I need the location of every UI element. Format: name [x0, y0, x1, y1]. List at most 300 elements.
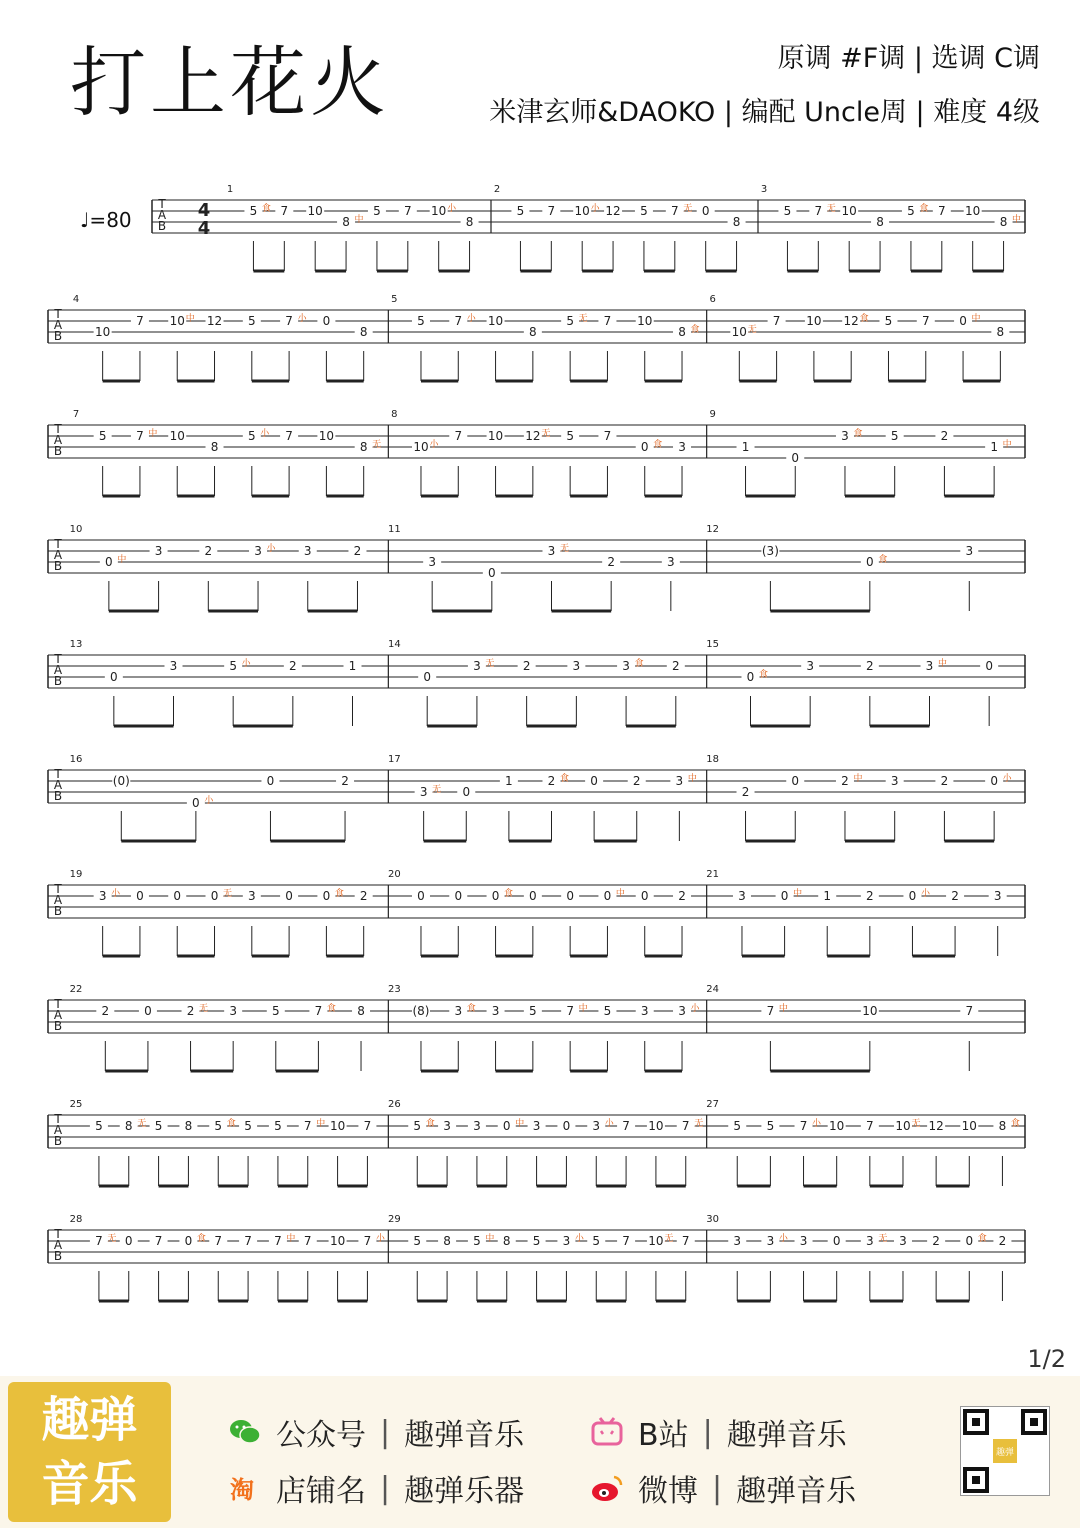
tab-note: 7	[681, 1119, 690, 1133]
finger-mark: 食	[758, 670, 769, 680]
tab-note: 7	[866, 1119, 874, 1133]
finger-mark: 无	[372, 440, 382, 450]
tab-note: 10	[895, 1119, 911, 1133]
tab-note: (8)	[412, 1004, 430, 1018]
tab-note: 10	[648, 1234, 664, 1248]
measure-number: 15	[706, 639, 720, 650]
page-number: 1/2	[1027, 1345, 1066, 1373]
tab-note: 5	[566, 429, 574, 443]
tab-note: 7	[799, 1119, 808, 1133]
tab-note: 3	[532, 1119, 541, 1133]
tab-note: 0	[746, 670, 755, 684]
tab-note: 3	[229, 1004, 237, 1018]
tab-clef-letter: T	[54, 1227, 62, 1241]
tab-note: 0	[173, 889, 182, 903]
tab-note: 10	[169, 314, 185, 328]
tab-note: 0	[832, 1234, 841, 1248]
tab-clef-letter: B	[53, 1249, 63, 1263]
tab-note: 7	[681, 1234, 690, 1248]
tab-note: 5	[603, 1004, 612, 1018]
tab-note: 3	[799, 1234, 808, 1248]
finger-mark: 中	[148, 429, 158, 439]
measure-number: 12	[706, 524, 720, 535]
tab-clef-letter: B	[53, 674, 63, 688]
tab-note: 5	[247, 429, 256, 443]
tab-clef-letter: T	[54, 767, 62, 781]
tab-clef-letter: B	[53, 444, 63, 458]
tab-note: 8	[359, 325, 368, 339]
tab-note: 3	[454, 1004, 463, 1018]
tab-note: 3	[572, 659, 581, 673]
tab-note: 12	[843, 314, 859, 328]
tab-note: 3	[806, 659, 814, 673]
tab-note: 7	[965, 1004, 974, 1018]
measure-number: 28	[69, 1214, 83, 1225]
tab-note: 5	[529, 1004, 537, 1018]
finger-mark: 无	[107, 1234, 117, 1244]
measure-number: 16	[69, 754, 83, 765]
qr-code[interactable]	[960, 1406, 1050, 1496]
tab-note: 0	[959, 314, 967, 328]
measure-number: 24	[706, 984, 720, 995]
tab-clef-letter: T	[54, 652, 62, 666]
finger-mark: 食	[1010, 1119, 1020, 1129]
tab-note: 7	[95, 1234, 103, 1248]
tab-note: 5	[244, 1119, 252, 1133]
tab-note: 5	[214, 1119, 223, 1133]
finger-mark: 无	[878, 1234, 888, 1244]
measure-number: 9	[709, 409, 716, 420]
tab-note: 5	[640, 204, 648, 218]
tab-note: 5	[154, 1119, 163, 1133]
tab-note: 0	[791, 774, 800, 788]
tab-clef-letter: A	[53, 1123, 63, 1137]
finger-mark: 小	[429, 440, 439, 450]
tab-note: 0	[285, 889, 293, 903]
tab-note: 10	[95, 325, 111, 339]
tab-note: 2	[101, 1004, 110, 1018]
finger-mark: 食	[977, 1234, 987, 1244]
tab-note: 2	[998, 1234, 1007, 1248]
brand-logo: 趣弹 音乐	[8, 1382, 171, 1522]
tab-note: 10	[841, 204, 857, 218]
tab-note: 2	[186, 1004, 195, 1018]
tab-note: 0	[110, 670, 118, 684]
tab-note: 7	[566, 1004, 574, 1018]
finger-mark: 无	[664, 1234, 674, 1244]
finger-mark: 小	[920, 889, 930, 899]
finger-mark: 中	[286, 1234, 296, 1244]
tab-note: 1	[823, 889, 832, 903]
tab-note: 7	[766, 1004, 775, 1018]
tab-note: 2	[632, 774, 641, 788]
tab-note: 2	[940, 774, 949, 788]
finger-mark: 小	[111, 889, 121, 899]
tab-note: 8	[678, 325, 686, 339]
finger-mark: 无	[137, 1119, 147, 1129]
tab-note: 0	[124, 1234, 133, 1248]
tab-note: 8	[998, 1119, 1007, 1133]
finger-mark: 无	[223, 889, 233, 899]
tab-note: 10	[862, 1004, 878, 1018]
tab-note: 0	[491, 889, 500, 903]
tab-note: 3	[473, 659, 481, 673]
tab-note: 0	[640, 889, 649, 903]
tab-note: 5	[566, 314, 574, 328]
tab-note: 7	[285, 314, 293, 328]
tab-clef-letter: B	[53, 1019, 63, 1033]
tab-note: 5	[373, 204, 381, 218]
measure-number: 29	[387, 1214, 401, 1225]
tab-note: 7	[622, 1119, 630, 1133]
tab-note: 2	[951, 889, 959, 903]
tab-note: 8	[357, 1004, 365, 1018]
tab-note: 2	[866, 889, 874, 903]
tab-clef-letter: A	[53, 893, 63, 907]
tab-note: 7	[622, 1234, 630, 1248]
tab-note: 1	[990, 440, 998, 454]
finger-mark: 食	[690, 325, 700, 335]
key-info: 原调 #F调 | 选调 C调	[777, 43, 1040, 74]
measure-number: 23	[387, 984, 401, 995]
tab-note: 2	[932, 1234, 940, 1248]
tab-note: 8	[732, 215, 741, 229]
finger-mark: 小	[778, 1234, 788, 1244]
tab-note: 5	[766, 1119, 775, 1133]
qr-label: 趣弹	[995, 1448, 1015, 1458]
tab-note: 7	[285, 429, 293, 443]
measure-number: 2	[493, 184, 501, 195]
tab-note: 7	[244, 1234, 252, 1248]
tab-note: 2	[940, 429, 949, 443]
tab-note: 10	[487, 314, 504, 328]
tab-note: 10	[413, 440, 429, 454]
tab-note: 8	[184, 1119, 193, 1133]
tab-note: 3	[866, 1234, 874, 1248]
footer-item-taobao[interactable]: 淘 店铺名 | 趣弹乐器	[230, 1470, 525, 1509]
finger-mark: 小	[812, 1119, 822, 1129]
tab-note: 7	[403, 204, 412, 218]
tab-note: 0	[417, 889, 425, 903]
tab-note: 7	[303, 1234, 312, 1248]
finger-mark: 食	[326, 1004, 336, 1014]
finger-mark: 小	[447, 204, 457, 214]
finger-mark: 食	[919, 204, 929, 214]
finger-mark: 无	[199, 1004, 209, 1014]
tab-note: 3	[667, 555, 675, 569]
tab-note: 3	[678, 1004, 686, 1018]
measure-number: 5	[391, 294, 398, 305]
tab-note: 0	[322, 314, 331, 328]
tab-note: 7	[303, 1119, 312, 1133]
tab-note: 5	[783, 204, 792, 218]
tab-note: 5	[907, 204, 915, 218]
tab-note: 10	[487, 429, 504, 443]
tab-note: 5	[247, 314, 256, 328]
tab-clef-letter: A	[53, 1008, 63, 1022]
tab-clef-letter: T	[54, 537, 62, 551]
tab-note: 2	[289, 659, 297, 673]
tab-clef-letter: A	[53, 778, 63, 792]
tempo-marking: ♩=80	[80, 208, 132, 232]
tab-note: 0	[985, 659, 993, 673]
measure-number: 11	[387, 524, 401, 535]
tab-note: 0	[603, 889, 612, 903]
finger-mark: 食	[653, 440, 663, 450]
tab-note: 3	[169, 659, 178, 673]
tab-note: 7	[921, 314, 930, 328]
finger-mark: 中	[117, 555, 127, 565]
tab-clef-letter: T	[54, 1112, 62, 1126]
tab-note: 0	[965, 1234, 974, 1248]
tab-note: 3	[428, 555, 436, 569]
tab-clef-letter: A	[53, 663, 63, 677]
measure-number: 30	[706, 1214, 720, 1225]
tab-clef-letter: B	[53, 789, 63, 803]
footer-item-bilibili[interactable]: B站 | 趣弹音乐	[590, 1410, 847, 1454]
measure-number: 20	[387, 869, 401, 880]
tab-note: 10	[307, 204, 323, 218]
tab-note: 10	[829, 1119, 845, 1133]
tab-note: 3	[678, 440, 686, 454]
tab-clef-letter: T	[54, 882, 62, 896]
tab-note: 0	[136, 889, 144, 903]
tab-clef-letter: A	[53, 548, 63, 562]
tab-note: 7	[136, 314, 144, 328]
tab-note: 3	[640, 1004, 649, 1018]
tab-note: 2	[678, 889, 686, 903]
tab-clef-letter: B	[157, 219, 167, 233]
tab-note: 10	[648, 1119, 664, 1133]
tab-note: 5	[592, 1234, 601, 1248]
tab-note: 2	[866, 659, 874, 673]
tab-note: 8	[359, 440, 368, 454]
tab-note: 3	[766, 1234, 775, 1248]
tab-note: 12	[928, 1119, 944, 1133]
tab-note: 3	[733, 1234, 742, 1248]
tab-note: (0)	[112, 774, 130, 788]
tab-clef-letter: B	[53, 904, 63, 918]
song-title: 打上花火	[70, 38, 390, 127]
tab-note: 5	[413, 1119, 422, 1133]
measure-number: 27	[706, 1099, 720, 1110]
measure-number: 21	[706, 869, 720, 880]
finger-mark: 中	[485, 1234, 495, 1244]
finger-mark: 无	[826, 204, 836, 214]
measure-number: 6	[709, 294, 716, 305]
tab-note: 2	[341, 774, 349, 788]
finger-mark: 无	[911, 1119, 921, 1129]
tab-note: 0	[322, 889, 331, 903]
tab-note: 5	[884, 314, 893, 328]
tab-note: 7	[937, 204, 946, 218]
tab-note: 10	[574, 204, 590, 218]
measure-number: 3	[760, 184, 768, 195]
tab-note: 5	[733, 1119, 742, 1133]
tab-note: 3	[547, 544, 556, 558]
tab-note: 3	[98, 889, 107, 903]
tab-note: 0	[266, 774, 275, 788]
tab-note: 7	[454, 429, 463, 443]
tab-note: 7	[603, 314, 612, 328]
tab-note: 8	[502, 1234, 511, 1248]
tab-note: 3	[890, 774, 899, 788]
tab-note: 3	[899, 1234, 907, 1248]
finger-mark: 食	[504, 889, 514, 899]
tab-note: 8	[999, 215, 1008, 229]
measure-number: 7	[72, 409, 80, 420]
tab-clef-letter: B	[53, 559, 63, 573]
finger-mark: 中	[853, 774, 863, 784]
tab-note: 0	[590, 774, 598, 788]
tab-note: 3	[247, 889, 256, 903]
tab-note: 8	[443, 1234, 451, 1248]
tab-note: 0	[144, 1004, 152, 1018]
tab-note: 5	[271, 1004, 280, 1018]
measure-number: 10	[69, 524, 83, 535]
tab-note: 0	[640, 440, 649, 454]
tab-note: 3	[841, 429, 849, 443]
finger-mark: 中	[793, 889, 803, 899]
tab-note: 8	[124, 1119, 133, 1133]
finger-mark: 中	[354, 215, 364, 225]
finger-mark: 中	[515, 1119, 525, 1129]
finger-mark: 食	[196, 1234, 206, 1244]
tab-note: 0	[462, 785, 471, 799]
tab-note: 5	[274, 1119, 282, 1133]
tab-note: 7	[136, 429, 144, 443]
tab-note: 7	[154, 1234, 163, 1248]
tab-note: 7	[454, 314, 463, 328]
tab-note: 0	[791, 451, 800, 465]
finger-mark: 中	[316, 1119, 326, 1129]
tab-note: 3	[738, 889, 746, 903]
tab-note: 5	[229, 659, 237, 673]
tab-note: 3	[303, 544, 312, 558]
finger-mark: 食	[634, 659, 644, 669]
tab-note: 3	[154, 544, 163, 558]
tab-clef-letter: A	[53, 433, 63, 447]
tab-note: 10	[961, 1119, 977, 1133]
tab-note: 0	[502, 1119, 511, 1133]
finger-mark: 无	[747, 325, 757, 335]
finger-mark: 无	[694, 1119, 704, 1129]
finger-mark: 无	[683, 204, 693, 214]
tab-note: 0	[529, 889, 537, 903]
finger-mark: 食	[878, 555, 888, 565]
tab-note: 3	[419, 785, 428, 799]
tab-clef-letter: A	[53, 1238, 63, 1252]
finger-mark: 中	[971, 314, 981, 324]
tab-note: 10	[169, 429, 185, 443]
wechat-icon	[228, 1417, 262, 1447]
finger-mark: 小	[604, 1119, 614, 1129]
tab-note: 0	[566, 889, 574, 903]
tab-note: 12	[525, 429, 541, 443]
finger-mark: 无	[432, 785, 442, 795]
tab-note: 7	[214, 1234, 223, 1248]
tab-note: 7	[814, 204, 823, 218]
time-signature-digit: 4	[197, 200, 211, 221]
tab-note: 0	[423, 670, 432, 684]
tab-note: 0	[701, 204, 710, 218]
tab-note: 5	[890, 429, 899, 443]
tab-note: 2	[359, 889, 368, 903]
credits: 米津玄师&DAOKO | 编配 Uncle周 | 难度 4级	[489, 97, 1041, 128]
tab-note: 0	[105, 555, 113, 569]
tab-note: 10	[318, 429, 335, 443]
tab-clef-letter: T	[158, 197, 166, 211]
finger-mark: 食	[226, 1119, 236, 1129]
tab-note: 8	[465, 215, 474, 229]
tab-note: 5	[417, 314, 425, 328]
finger-mark: 小	[260, 429, 270, 439]
time-signature-digit: 4	[197, 218, 211, 239]
finger-mark: 食	[466, 1004, 476, 1014]
measure-number: 14	[387, 639, 401, 650]
tab-note: 7	[363, 1234, 372, 1248]
measure-number: 1	[226, 184, 234, 195]
finger-mark: 食	[853, 429, 863, 439]
tab-note: 0	[562, 1119, 571, 1133]
tab-note: 3	[491, 1004, 500, 1018]
tab-note: 10	[731, 325, 747, 339]
tab-note: 5	[413, 1234, 422, 1248]
tab-clef-letter: T	[54, 997, 62, 1011]
tab-note: 1	[741, 440, 750, 454]
tab-note: 5	[249, 204, 258, 218]
tab-clef-letter: T	[54, 422, 62, 436]
finger-mark: 中	[687, 774, 697, 784]
footer-item-wechat[interactable]: 公众号 | 趣弹音乐	[228, 1410, 524, 1454]
tab-note: 0	[780, 889, 789, 903]
tab-note: 8	[996, 325, 1005, 339]
tab-note: 3	[254, 544, 262, 558]
tab-note: 2	[671, 659, 680, 673]
tab-note: 10	[431, 204, 447, 218]
weibo-icon	[590, 1473, 624, 1503]
tab-note: 5	[98, 429, 107, 443]
tab-note: 0	[866, 555, 874, 569]
tab-note: 2	[522, 659, 531, 673]
tab-clef-letter: A	[157, 208, 167, 222]
tab-note: 2	[204, 544, 213, 558]
measure-number: 22	[69, 984, 83, 995]
tab-note: 0	[488, 566, 496, 580]
measure-number: 26	[387, 1099, 401, 1110]
bilibili-icon	[590, 1417, 624, 1447]
tab-note: 3	[675, 774, 684, 788]
tab-clef-letter: B	[53, 329, 63, 343]
tab-note: 3	[965, 544, 974, 558]
tab-note: 5	[473, 1234, 481, 1248]
tab-note: 8	[210, 440, 219, 454]
finger-mark: 小	[241, 659, 251, 669]
taobao-icon	[228, 1473, 262, 1503]
measure-number: 8	[391, 409, 398, 420]
tab-note: 1	[505, 774, 513, 788]
tab-clef-letter: A	[53, 318, 63, 332]
tab-note: 3	[443, 1119, 451, 1133]
finger-mark: 食	[261, 204, 271, 214]
tab-note: (3)	[761, 544, 779, 558]
finger-mark: 无	[578, 314, 588, 324]
tab-note: 0	[210, 889, 219, 903]
tab-clef-letter: T	[54, 307, 62, 321]
tab-note: 7	[314, 1004, 323, 1018]
tab-note: 2	[841, 774, 849, 788]
footer-item-weibo[interactable]: 微博 | 趣弹音乐	[590, 1466, 856, 1510]
